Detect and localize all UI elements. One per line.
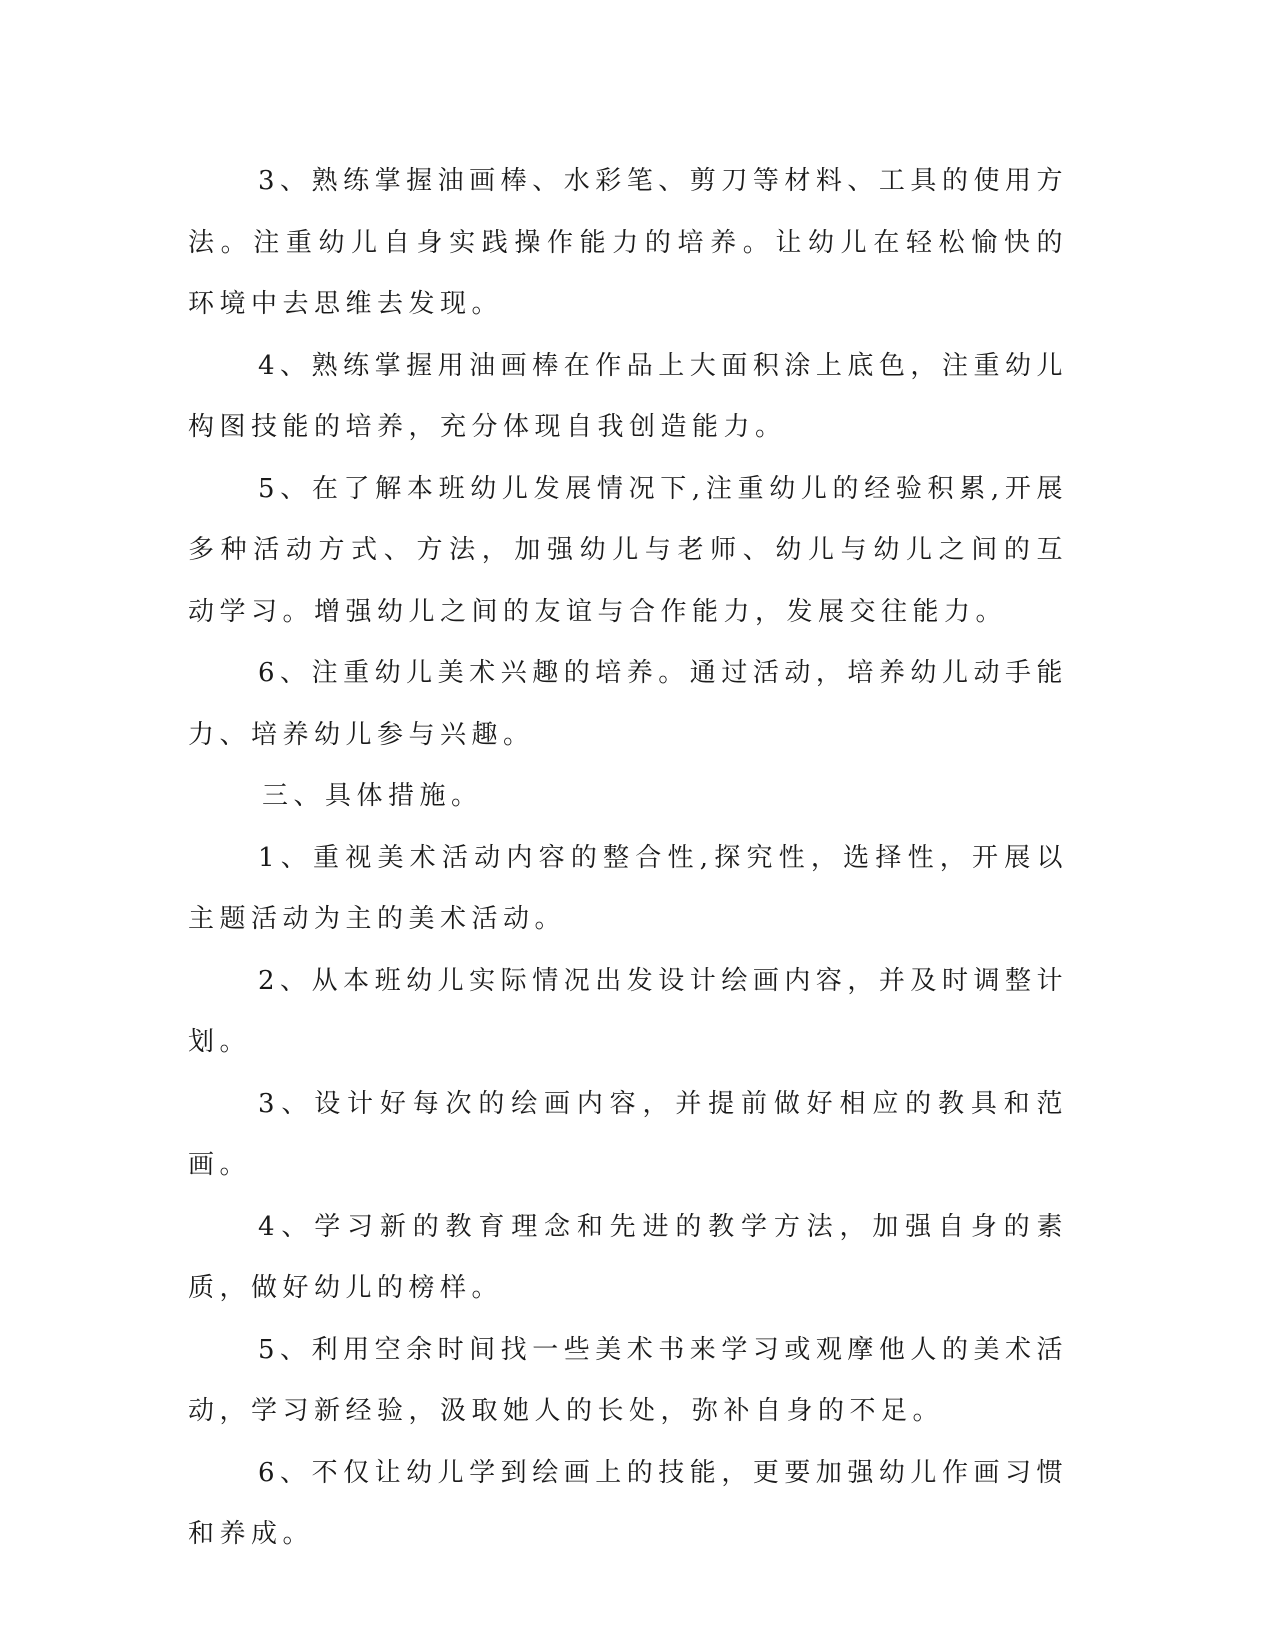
paragraph-measure-4: 4、学习新的教育理念和先进的教学方法，加强自身的素质，做好幼儿的榜样。 xyxy=(188,1211,1068,1303)
section-heading-measures: 三、具体措施。 xyxy=(262,781,483,811)
paragraph-measure-5: 5、利用空余时间找一些美术书来学习或观摩他人的美术活动，学习新经验，汲取她人的长处，弥补自身的不足。 xyxy=(188,1334,1068,1426)
paragraph-measure-2: 2、从本班幼儿实际情况出发设计绘画内容，并及时调整计划。 xyxy=(188,965,1068,1057)
paragraph-goal-5: 5、在了解本班幼儿发展情况下,注重幼儿的经验积累,开展多种活动方式、方法，加强幼儿与老师、幼儿与幼儿之间的互动学习。增强幼儿之间的友谊与合作能力，发展交往能力。 xyxy=(188,473,1068,627)
paragraph-goal-3: 3、熟练掌握油画棒、水彩笔、剪刀等材料、工具的使用方法。注重幼儿自身实践操作能力的培养。让幼儿在轻松愉快的环境中去思维去发现。 xyxy=(188,166,1068,319)
paragraph-measure-1: 1、重视美术活动内容的整合性,探究性，选择性，开展以主题活动为主的美术活动。 xyxy=(188,842,1068,934)
paragraph-measure-6: 6、不仅让幼儿学到绘画上的技能，更要加强幼儿作画习惯和养成。 xyxy=(188,1457,1068,1549)
document-body xyxy=(188,151,1068,1566)
paragraph-goal-6: 6、注重幼儿美术兴趣的培养。通过活动，培养幼儿动手能力、培养幼儿参与兴趣。 xyxy=(188,658,1068,750)
paragraph-goal-4: 4、熟练掌握用油画棒在作品上大面积涂上底色，注重幼儿构图技能的培养，充分体现自我创造能力。 xyxy=(188,350,1068,442)
paragraph-measure-3: 3、设计好每次的绘画内容，并提前做好相应的教具和范画。 xyxy=(188,1088,1068,1180)
